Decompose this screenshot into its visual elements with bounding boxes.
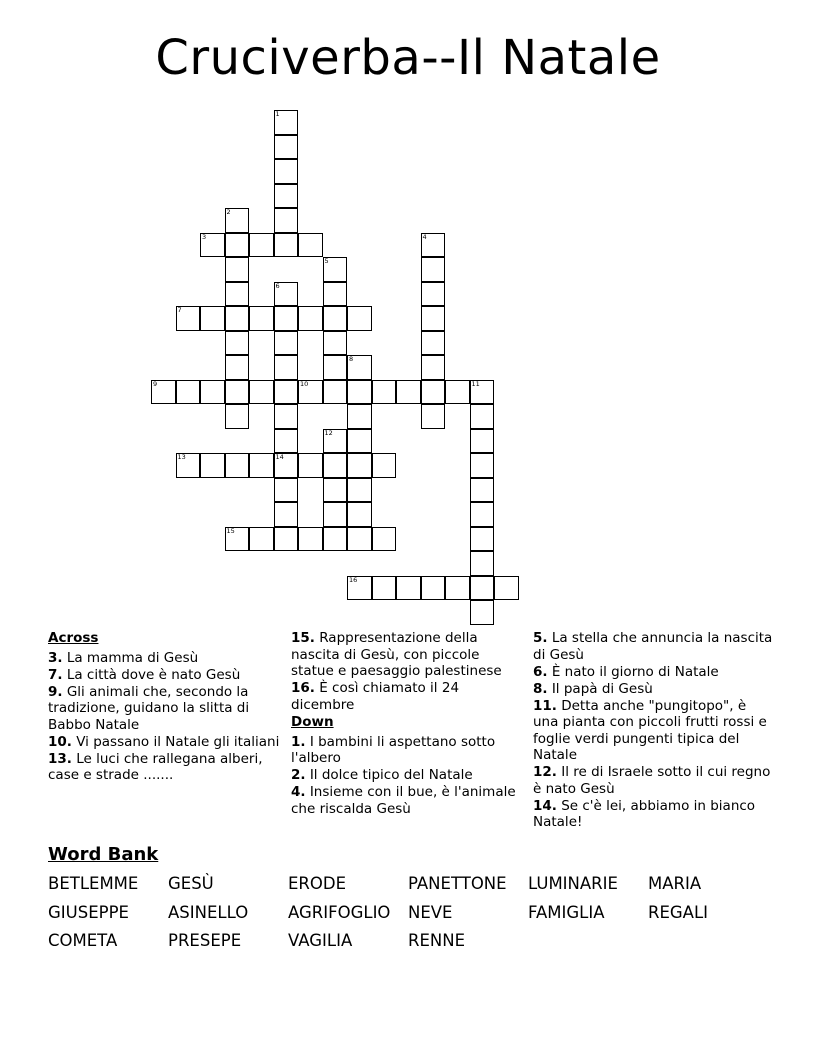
grid-cell[interactable] [470, 404, 495, 429]
grid-cell[interactable] [225, 306, 250, 331]
grid-cell[interactable] [225, 380, 250, 405]
word-bank-item: ASINELLO [168, 903, 249, 922]
grid-cell[interactable] [298, 306, 323, 331]
grid-cell[interactable] [225, 208, 250, 233]
clue-text: Le luci che rallegana alberi, case e strade ....... [48, 750, 263, 783]
grid-cell[interactable] [347, 355, 372, 380]
grid-cell[interactable] [274, 527, 299, 552]
grid-cell[interactable] [470, 429, 495, 454]
grid-cell[interactable] [347, 478, 372, 503]
clue-number: 16 [349, 575, 358, 584]
grid-cell[interactable] [298, 233, 323, 258]
clue-text: La stella che annuncia la nascita di Gesù [533, 630, 773, 663]
clue-item [533, 664, 773, 681]
clue-text: Se c'è lei, abbiamo in bianco Natale! [533, 797, 756, 830]
word-bank-item: COMETA [48, 931, 118, 950]
grid-cell[interactable] [274, 502, 299, 527]
clue-text: Il dolce tipico del Natale [305, 767, 473, 783]
grid-cell[interactable] [225, 282, 250, 307]
grid-cell[interactable] [323, 282, 348, 307]
grid-cell[interactable] [298, 453, 323, 478]
clue-text: Vi passano il Natale gli italiani [71, 733, 280, 750]
grid-cell[interactable] [274, 233, 299, 258]
clue-text: La città dove è nato Gesù [62, 666, 241, 683]
clue-number: 9 [153, 379, 158, 388]
clue-number-label: 8. [533, 680, 548, 697]
grid-cell[interactable] [470, 453, 495, 478]
grid-cell[interactable] [372, 576, 397, 601]
clues-column-1 [48, 630, 280, 784]
clue-number: 6 [275, 281, 280, 290]
grid-cell[interactable] [396, 380, 421, 405]
word-bank-item: PRESEPE [168, 931, 242, 950]
grid-cell[interactable] [200, 306, 225, 331]
clue-item [533, 681, 773, 698]
word-bank-title: Word Bank [48, 844, 159, 865]
grid-cell[interactable] [274, 110, 299, 135]
grid-cell[interactable] [347, 404, 372, 429]
grid-cell[interactable] [274, 404, 299, 429]
clue-number: 2 [226, 208, 231, 216]
word-bank-item: VAGILIA [288, 931, 353, 950]
word-bank-item: BETLEMME [48, 874, 139, 893]
word-bank-item: REGALI [648, 903, 709, 922]
clue-number-label: 15. [291, 630, 315, 646]
grid-cell[interactable] [421, 306, 446, 331]
grid-cell[interactable] [323, 331, 348, 356]
grid-cell[interactable] [421, 233, 446, 258]
grid-cell[interactable] [470, 527, 495, 552]
clue-text: La mamma di Gesù [62, 649, 199, 666]
grid-cell[interactable] [421, 380, 446, 405]
clue-item [291, 630, 519, 680]
grid-cell[interactable] [372, 453, 397, 478]
grid-cell[interactable] [372, 380, 397, 405]
clue-text: Gli animali che, secondo la tradizione, guidano la slitta di Babbo Natale [48, 683, 250, 733]
clue-number-label: 12. [533, 764, 557, 780]
grid-cell[interactable] [274, 355, 299, 380]
clue-number: 13 [177, 453, 186, 461]
grid-cell[interactable] [470, 380, 495, 405]
grid-cell[interactable] [421, 282, 446, 307]
grid-cell[interactable] [421, 576, 446, 601]
grid-cell[interactable] [470, 502, 495, 527]
grid-cell[interactable] [249, 453, 274, 478]
grid-cell[interactable] [274, 184, 299, 209]
clue-number: 11 [471, 379, 480, 388]
grid-cell[interactable] [298, 380, 323, 405]
clue-item [533, 630, 773, 663]
clue-number-label: 5. [533, 630, 548, 646]
grid-cell[interactable] [421, 355, 446, 380]
grid-cell[interactable] [225, 404, 250, 429]
grid-cell[interactable] [225, 257, 250, 282]
clue-text: Detta anche "pungitopo", è una pianta con piccoli frutti rossi e foglie verdi pungenti tipica del Natale [533, 697, 767, 763]
grid-cell[interactable] [323, 355, 348, 380]
clue-item [48, 684, 280, 734]
grid-cell[interactable] [274, 453, 299, 478]
clue-item [291, 767, 519, 784]
grid-cell[interactable] [396, 576, 421, 601]
grid-cell[interactable] [372, 527, 397, 552]
clue-number: 15 [226, 526, 235, 535]
grid-cell[interactable] [225, 355, 250, 380]
page-title: Cruciverba--Il Natale [155, 30, 661, 86]
across-heading: Across [48, 630, 99, 646]
clue-item [48, 751, 280, 784]
clue-number-label: 3. [48, 649, 63, 666]
grid-cell[interactable] [323, 380, 348, 405]
grid-cell[interactable] [249, 233, 274, 258]
grid-cell[interactable] [347, 429, 372, 454]
word-bank-item: PANETTONE [408, 874, 507, 893]
grid-cell[interactable] [225, 527, 250, 552]
clue-text: Rappresentazione della nascita di Gesù, con piccole statue e paesaggio palestinese [291, 630, 502, 679]
clue-number-label: 6. [533, 663, 548, 680]
clue-number: 7 [177, 306, 182, 314]
word-bank-item: GIUSEPPE [48, 903, 129, 922]
grid-cell[interactable] [323, 478, 348, 503]
word-bank-item: GESÙ [168, 874, 214, 893]
clue-number-label: 7. [48, 666, 63, 683]
clue-text: I bambini li aspettano sotto l'albero [291, 733, 496, 766]
clue-item [48, 734, 280, 751]
grid-cell[interactable] [176, 380, 201, 405]
grid-cell[interactable] [445, 576, 470, 601]
clue-item [291, 680, 519, 713]
grid-cell[interactable] [470, 551, 495, 576]
clue-text: Insieme con il bue, è l'animale che riscalda Gesù [291, 784, 516, 817]
grid-cell[interactable] [274, 306, 299, 331]
clue-number-label: 9. [48, 683, 63, 700]
grid-cell[interactable] [274, 135, 299, 160]
grid-cell[interactable] [176, 306, 201, 331]
word-bank-item: AGRIFOGLIO [288, 903, 391, 922]
grid-cell[interactable] [249, 527, 274, 552]
word-bank-item: NEVE [408, 903, 453, 922]
clue-item [291, 784, 519, 817]
grid-cell[interactable] [225, 453, 250, 478]
grid-cell[interactable] [323, 429, 348, 454]
grid-cell[interactable] [176, 453, 201, 478]
word-bank-item: RENNE [408, 931, 466, 950]
grid-cell[interactable] [274, 429, 299, 454]
clue-item [533, 698, 773, 764]
clue-number: 1 [275, 110, 280, 118]
grid-cell[interactable] [323, 453, 348, 478]
grid-cell[interactable] [298, 527, 323, 552]
clue-number: 4 [422, 232, 427, 241]
grid-cell[interactable] [470, 576, 495, 601]
grid-cell[interactable] [274, 478, 299, 503]
clue-number: 8 [349, 355, 354, 363]
word-bank-item: ERODE [288, 874, 347, 893]
grid-cell[interactable] [347, 502, 372, 527]
clue-number: 10 [300, 379, 309, 388]
clue-item [533, 764, 773, 797]
clue-text: Il re di Israele sotto il cui regno è nato Gesù [533, 764, 771, 797]
grid-cell[interactable] [470, 478, 495, 503]
grid-cell[interactable] [200, 453, 225, 478]
grid-cell[interactable] [347, 453, 372, 478]
clue-number-label: 16. [291, 680, 315, 696]
clue-number: 12 [324, 428, 333, 437]
clue-number-label: 13. [48, 750, 72, 767]
clue-text: È così chiamato il 24 dicembre [291, 680, 460, 713]
grid-cell[interactable] [347, 306, 372, 331]
clue-item [291, 734, 519, 767]
word-bank-item: MARIA [648, 874, 702, 893]
grid-cell[interactable] [347, 527, 372, 552]
grid-cell[interactable] [225, 331, 250, 356]
grid-cell[interactable] [274, 331, 299, 356]
grid-cell[interactable] [274, 159, 299, 184]
grid-cell[interactable] [347, 380, 372, 405]
clue-item [533, 798, 773, 831]
grid-cell[interactable] [421, 257, 446, 282]
grid-cell[interactable] [445, 380, 470, 405]
clues-column-3 [533, 630, 773, 831]
down-heading: Down [291, 714, 334, 730]
grid-cell[interactable] [225, 233, 250, 258]
clue-number-label: 11. [533, 697, 557, 714]
word-bank-item: LUMINARIE [528, 874, 618, 893]
clue-text: È nato il giorno di Natale [547, 663, 719, 680]
clue-number-label: 2. [291, 767, 306, 783]
grid-cell[interactable] [274, 380, 299, 405]
clue-number-label: 14. [533, 797, 557, 814]
grid-cell[interactable] [249, 380, 274, 405]
clue-item [48, 650, 280, 667]
grid-cell[interactable] [494, 576, 519, 601]
grid-cell[interactable] [323, 527, 348, 552]
clue-number: 3 [202, 232, 207, 241]
grid-cell[interactable] [323, 306, 348, 331]
grid-cell[interactable] [421, 404, 446, 429]
grid-cell[interactable] [200, 233, 225, 258]
grid-cell[interactable] [200, 380, 225, 405]
clue-number-label: 1. [291, 733, 306, 750]
clue-number-label: 10. [48, 733, 72, 750]
grid-cell[interactable] [470, 600, 495, 625]
grid-cell[interactable] [274, 282, 299, 307]
grid-cell[interactable] [323, 502, 348, 527]
word-bank-item: FAMIGLIA [528, 903, 605, 922]
grid-cell[interactable] [421, 331, 446, 356]
grid-cell[interactable] [151, 380, 176, 405]
clue-item [48, 667, 280, 684]
grid-cell[interactable] [323, 257, 348, 282]
grid-cell[interactable] [249, 306, 274, 331]
clues-column-2 [291, 630, 519, 818]
clue-number: 14 [275, 453, 284, 461]
grid-cell[interactable] [274, 208, 299, 233]
clue-number: 5 [324, 257, 329, 265]
clue-text: Il papà di Gesù [547, 680, 653, 697]
clue-number-label: 4. [291, 784, 306, 800]
grid-cell[interactable] [347, 576, 372, 601]
